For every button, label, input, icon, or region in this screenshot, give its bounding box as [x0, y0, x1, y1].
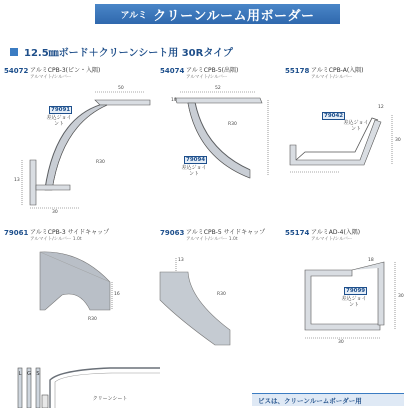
product-name: アルミCPB-5(出隅) アルマイト/シルバー	[186, 67, 239, 80]
dimension-label: R30	[217, 292, 226, 297]
product-name: アルミAD-4(入隅) アルマイト/シルバー	[311, 229, 361, 242]
product-code: 79063	[160, 229, 185, 237]
dimension-label: 18	[368, 258, 374, 263]
dimension-label: R30	[228, 122, 237, 127]
section-sheet-label: クリーンシート	[92, 396, 128, 402]
joint-code-tag: 79042	[324, 113, 344, 119]
dimension-label: 30	[338, 340, 344, 345]
joint-label: 差込ジョイント	[181, 165, 207, 177]
dimension-label: 50	[118, 86, 124, 91]
dimension-label: R30	[96, 160, 105, 165]
dimension-label: 10	[171, 98, 177, 103]
joint-label: 差込ジョイント	[46, 115, 72, 127]
dimension-label: 13	[14, 178, 20, 183]
footer-note: ビスは、クリーンルームボーダー用	[252, 393, 404, 406]
legend-letter: L	[18, 371, 22, 377]
joint-code-tag: 79099	[346, 288, 366, 294]
product-code: 54072	[4, 67, 29, 75]
product-name: アルミCPB-A(入隅) アルマイト/シルバー	[311, 67, 364, 80]
dimension-label: 13	[178, 258, 184, 263]
dimension-label: 30	[395, 138, 401, 143]
legend-letter: G	[27, 371, 31, 377]
product-name: アルミCPB-5 サイドキャップ アルマイト/シルバー 1.0t	[186, 229, 266, 242]
joint-code-tag: 79094	[186, 157, 206, 163]
product-code: 54074	[160, 67, 185, 75]
dimension-label: 16	[114, 292, 120, 297]
product-code: 55178	[285, 67, 310, 75]
joint-label: 差込ジョイント	[343, 120, 369, 132]
product-code: 79061	[4, 229, 29, 237]
dimension-label: R30	[88, 317, 97, 322]
banner-title: クリーンルーム用ボーダー	[153, 8, 315, 24]
dimension-label: 30	[52, 210, 58, 215]
dimension-label: 12	[378, 105, 384, 110]
product-name: アルミCPB-3 サイドキャップ アルマイト/シルバー 1.0t	[30, 229, 110, 242]
product-name: アルミCPB-3(ピン・入隅) アルマイト/シルバー	[30, 67, 101, 80]
product-code: 55174	[285, 229, 310, 237]
joint-code-tag: 79091	[51, 107, 71, 113]
banner-prefix: アルミ	[120, 10, 148, 21]
dimension-label: 30	[398, 294, 404, 299]
section-title: 12.5㎜ボード＋クリーンシート用 30Rタイプ	[24, 48, 233, 59]
dimension-label: 52	[215, 86, 221, 91]
joint-label: 差込ジョイント	[341, 296, 367, 308]
legend-letter: S	[36, 371, 40, 377]
